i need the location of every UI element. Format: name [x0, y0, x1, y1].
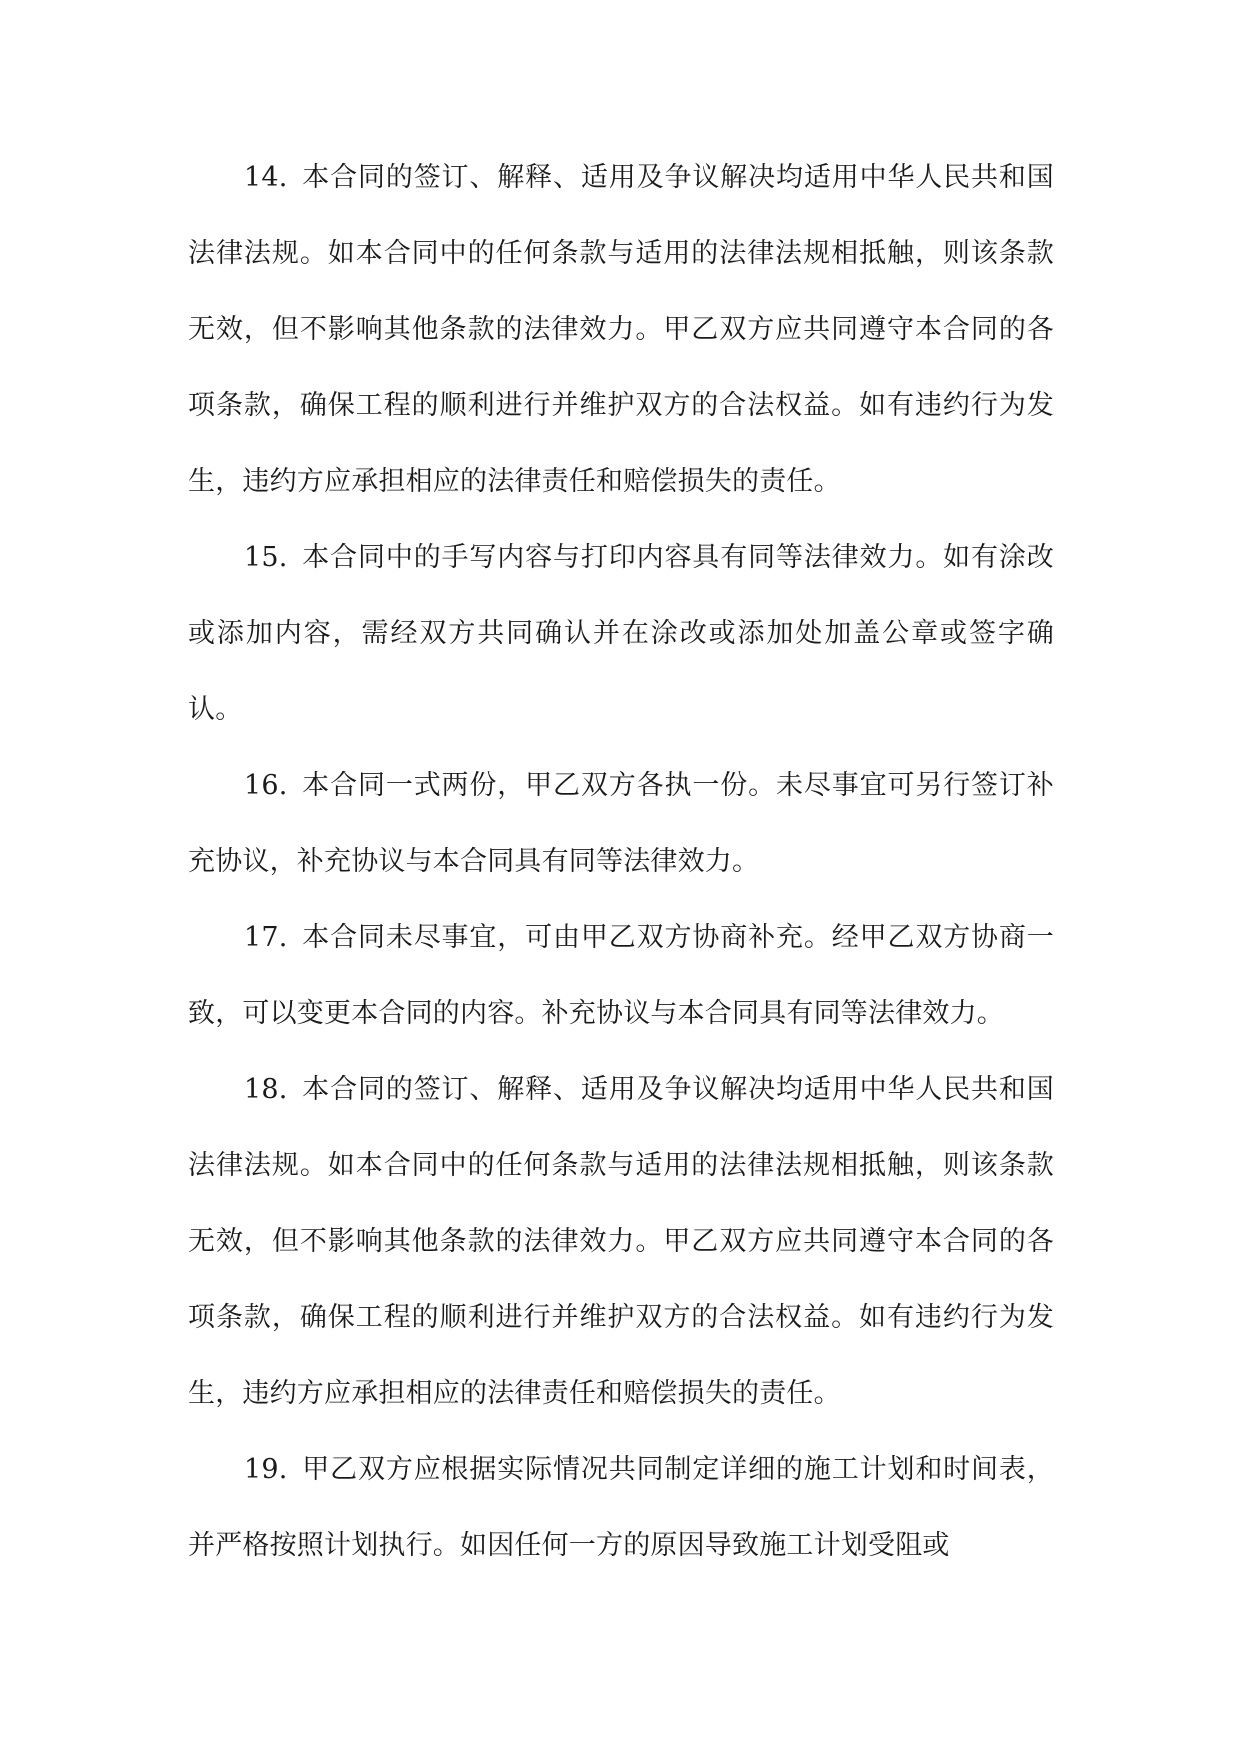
clause-16 — [188, 748, 1054, 900]
clause-19 — [188, 1432, 1054, 1584]
clause-number: 18. — [244, 1074, 288, 1105]
clause-text: 本合同中的手写内容与打印内容具有同等法律效力。如有涂改或添加内容，需经双方共同确认并在涂改或添加处加盖公章或签字确认。 — [188, 542, 1054, 725]
clause-17 — [188, 900, 1054, 1052]
contract-body — [188, 140, 1054, 1584]
clause-text: 本合同一式两份，甲乙双方各执一份。未尽事宜可另行签订补充协议，补充协议与本合同具有同等法律效力。 — [188, 770, 1054, 877]
clause-text: 甲乙双方应根据实际情况共同制定详细的施工计划和时间表，并严格按照计划执行。如因任何一方的原因导致施工计划受阻或 — [188, 1454, 1054, 1561]
clause-number: 17. — [244, 922, 288, 953]
clause-number: 16. — [244, 770, 288, 801]
clause-number: 14. — [244, 162, 288, 193]
clause-text: 本合同的签订、解释、适用及争议解决均适用中华人民共和国法律法规。如本合同中的任何条款与适用的法律法规相抵触，则该条款无效，但不影响其他条款的法律效力。甲乙双方应共同遵守本合同的各项条款，确保工程的顺利进行并维护双方的合法权益。如有违约行为发生，违约方应承担相应的法律责任和赔偿损失的责任。 — [188, 162, 1054, 497]
clause-text: 本合同的签订、解释、适用及争议解决均适用中华人民共和国法律法规。如本合同中的任何条款与适用的法律法规相抵触，则该条款无效，但不影响其他条款的法律效力。甲乙双方应共同遵守本合同的各项条款，确保工程的顺利进行并维护双方的合法权益。如有违约行为发生，违约方应承担相应的法律责任和赔偿损失的责任。 — [188, 1074, 1054, 1409]
clause-15 — [188, 520, 1054, 748]
clause-14 — [188, 140, 1054, 520]
clause-number: 19. — [244, 1454, 288, 1485]
clause-18 — [188, 1052, 1054, 1432]
clause-number: 15. — [244, 542, 288, 573]
clause-text: 本合同未尽事宜，可由甲乙双方协商补充。经甲乙双方协商一致，可以变更本合同的内容。补充协议与本合同具有同等法律效力。 — [188, 922, 1054, 1029]
